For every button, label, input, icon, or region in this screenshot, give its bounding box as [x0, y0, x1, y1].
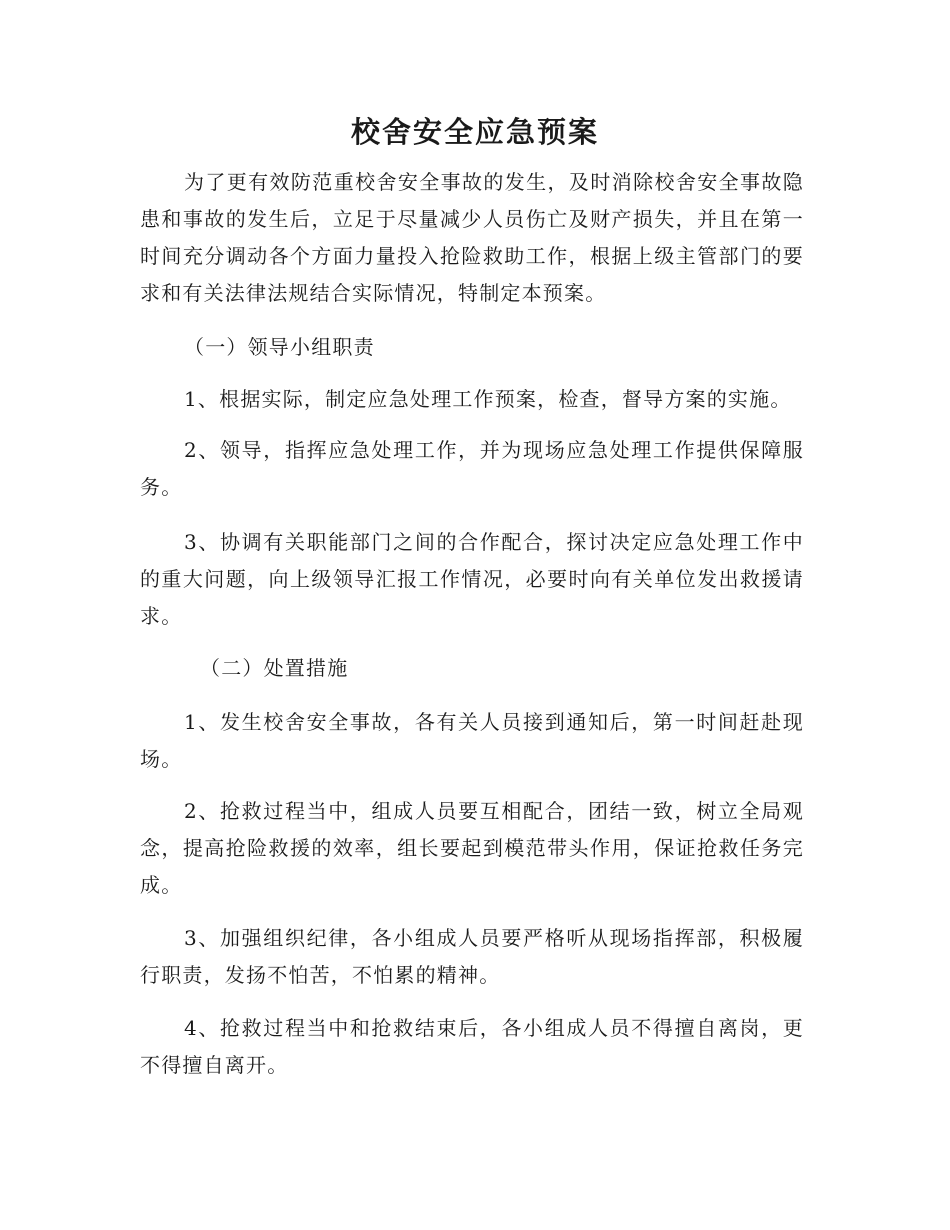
measures-item-2: 2、抢救过程当中，组成人员要互相配合，团结一致，树立全局观念，提高抢险救援的效率，组长要起到模范带头作用，保证抢救任务完成。 [140, 799, 804, 897]
leadership-item-1: 1、根据实际，制定应急处理工作预案，检查，督导方案的实施。 [184, 387, 792, 411]
leadership-item-3: 3、协调有关职能部门之间的合作配合，探讨决定应急处理工作中的重大问题，向上级领导汇报工作情况，必要时向有关单位发出救援请求。 [140, 530, 804, 628]
measures-item-4: 4、抢救过程当中和抢救结束后，各小组成人员不得擅自离岗，更不得擅自离开。 [140, 1016, 804, 1077]
document-title: 校舍安全应急预案 [350, 115, 599, 149]
leadership-item-2: 2、领导，指挥应急处理工作，并为现场应急处理工作提供保障服务。 [140, 438, 804, 499]
measures-item-3: 3、加强组织纪律，各小组成人员要严格听从现场指挥部，积极履行职责，发扬不怕苦，不怕累的精神。 [140, 926, 804, 987]
section-heading-leadership: （一）领导小组职责 [184, 335, 375, 359]
section-heading-measures: （二）处置措施 [200, 656, 349, 680]
measures-item-1: 1、发生校舍安全事故，各有关人员接到通知后，第一时间赶赴现场。 [140, 710, 804, 771]
intro-paragraph: 为了更有效防范重校舍安全事故的发生，及时消除校舍安全事故隐患和事故的发生后，立足于尽量减少人员伤亡及财产损失，并且在第一时间充分调动各个方面力量投入抢险救助工作，根据上级主管部门的要求和有关法律法规结合实际情况，特制定本预案。 [140, 170, 804, 305]
